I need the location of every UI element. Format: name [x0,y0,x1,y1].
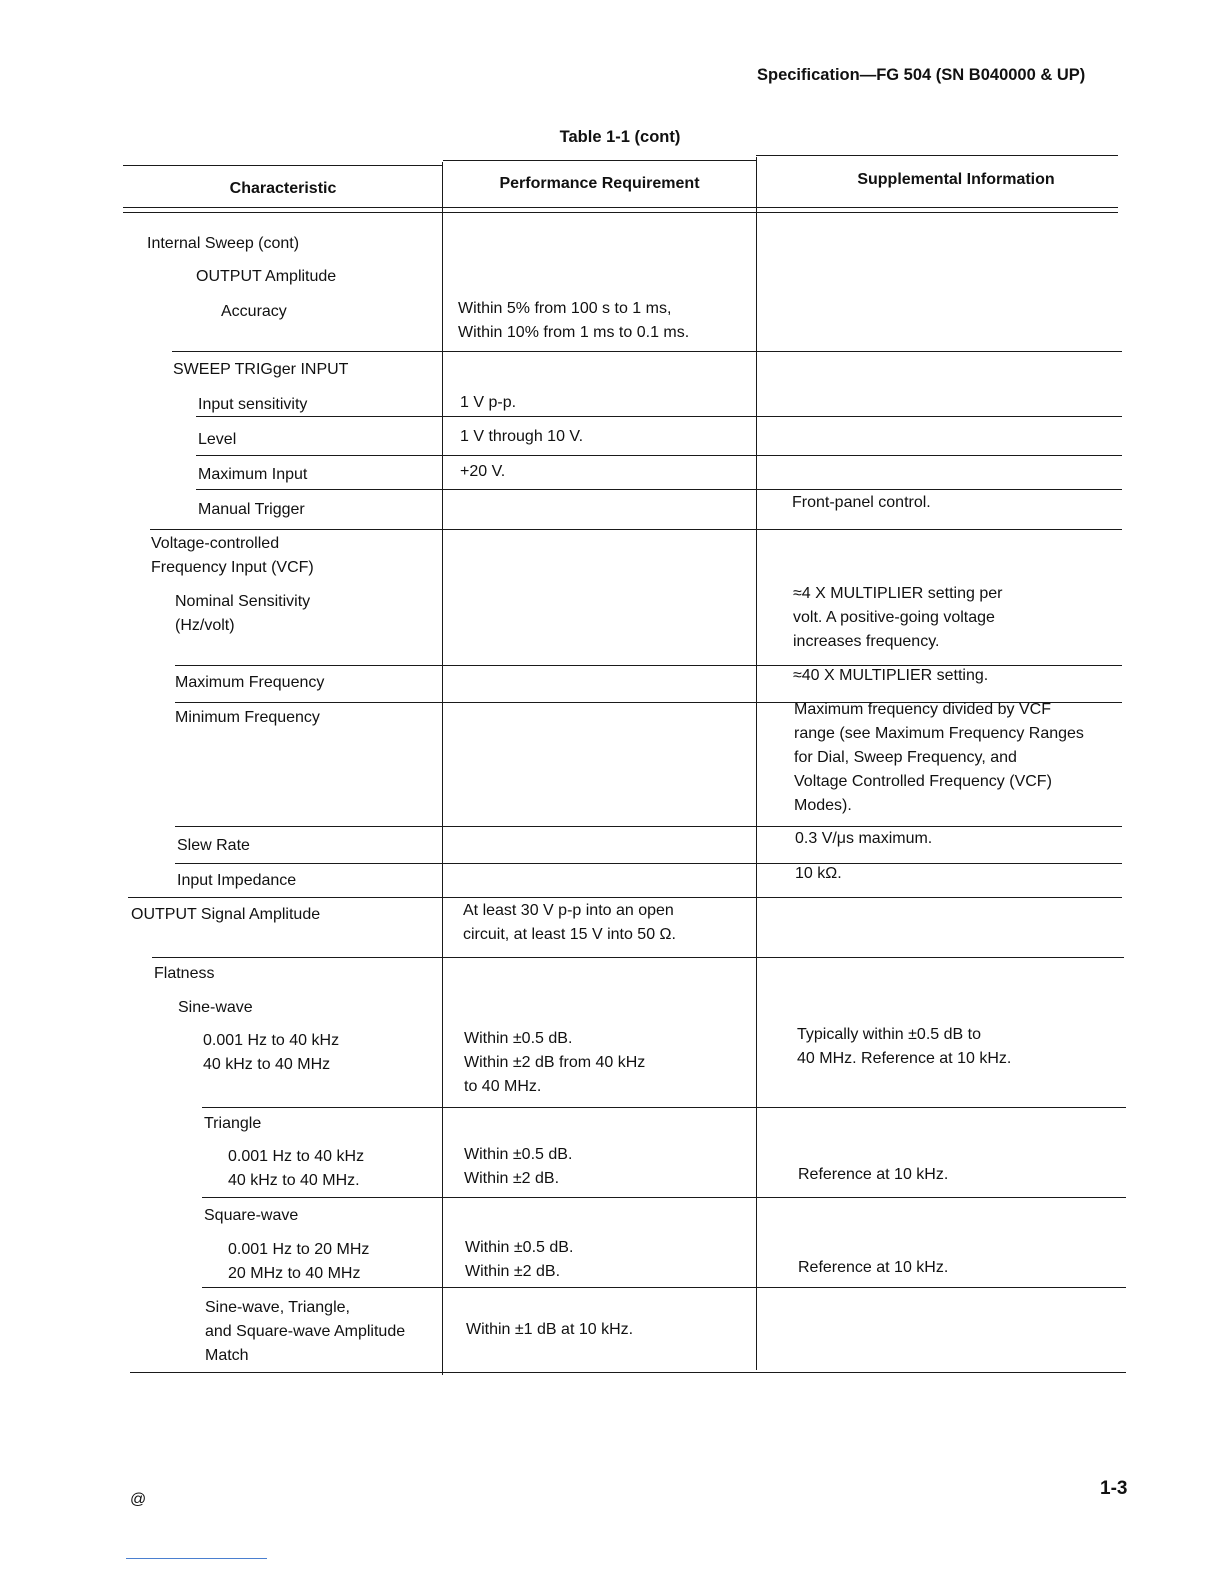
level-performance: 1 V through 10 V. [460,428,584,445]
output-amplitude-label: OUTPUT Amplitude [196,268,337,285]
maximum-frequency-supplemental: ≈40 X MULTIPLIER setting. [793,667,989,684]
accuracy-label: Accuracy [221,303,287,320]
output-signal-amplitude-performance: At least 30 V p-p into an open circuit, at least 15 V into 50 Ω. [463,902,676,943]
triangle-label: Triangle [204,1115,262,1132]
column-header-supplemental: Supplemental Information [857,171,1055,188]
footer-mark: @ [130,1491,147,1508]
vcf-label: Voltage-controlled Frequency Input (VCF) [151,535,314,576]
sine-wave-label: Sine-wave [178,999,253,1016]
square-wave-supplemental: Reference at 10 kHz. [798,1259,949,1276]
internal-sweep-label: Internal Sweep (cont) [147,235,300,252]
square-wave-label: Square-wave [204,1207,299,1224]
nominal-sensitivity-label: Nominal Sensitivity (Hz/volt) [175,593,311,634]
triangle-supplemental: Reference at 10 kHz. [798,1166,949,1183]
nominal-sensitivity-supplemental: ≈4 X MULTIPLIER setting per volt. A positive-going voltage increases frequency. [793,585,1003,650]
maximum-frequency-label: Maximum Frequency [175,674,325,691]
footer-rule [126,1558,267,1559]
page-number: 1-3 [1100,1478,1128,1499]
sine-wave-ranges: 0.001 Hz to 40 kHz 40 kHz to 40 MHz [203,1032,340,1073]
maximum-input-label: Maximum Input [198,466,308,483]
sine-wave-performance: Within ±0.5 dB. Within ±2 dB from 40 kHz to 40 MHz. [464,1030,646,1095]
sine-wave-supplemental: Typically within ±0.5 dB to 40 MHz. Reference at 10 kHz. [797,1026,1012,1067]
flatness-label: Flatness [154,965,215,982]
slew-rate-supplemental: 0.3 V/μs maximum. [795,830,933,847]
column-header-characteristic: Characteristic [229,180,337,197]
table-caption: Table 1-1 (cont) [559,128,681,146]
minimum-frequency-label: Minimum Frequency [175,709,320,726]
manual-trigger-label: Manual Trigger [198,501,305,518]
level-label: Level [198,431,237,448]
column-header-performance: Performance Requirement [499,175,700,192]
output-signal-amplitude-label: OUTPUT Signal Amplitude [131,906,321,923]
slew-rate-label: Slew Rate [177,837,250,854]
triangle-ranges: 0.001 Hz to 40 kHz 40 kHz to 40 MHz. [228,1148,365,1189]
running-header: Specification—FG 504 (SN B040000 & UP) [757,66,1086,84]
square-wave-performance: Within ±0.5 dB. Within ±2 dB. [465,1239,574,1280]
sweep-trigger-label: SWEEP TRIGger INPUT [173,361,349,378]
triangle-performance: Within ±0.5 dB. Within ±2 dB. [464,1146,573,1187]
input-impedance-label: Input Impedance [177,872,297,889]
maximum-input-performance: +20 V. [460,463,506,480]
accuracy-performance: Within 5% from 100 s to 1 ms, Within 10% from 1 ms to 0.1 ms. [458,300,690,341]
square-wave-ranges: 0.001 Hz to 20 MHz 20 MHz to 40 MHz [228,1241,370,1282]
amplitude-match-label: Sine-wave, Triangle, and Square-wave Amplitude Match [205,1299,406,1364]
manual-trigger-supplemental: Front-panel control. [792,494,931,511]
minimum-frequency-supplemental: Maximum frequency divided by VCF range (see Maximum Frequency Ranges for Dial, Sweep Frequency, and Voltage Controlled Frequency (VCF) Modes). [794,701,1084,814]
input-impedance-supplemental: 10 kΩ. [795,865,842,882]
amplitude-match-performance: Within ±1 dB at 10 kHz. [466,1321,634,1338]
input-sensitivity-performance: 1 V p-p. [460,394,517,411]
input-sensitivity-label: Input sensitivity [198,396,308,413]
